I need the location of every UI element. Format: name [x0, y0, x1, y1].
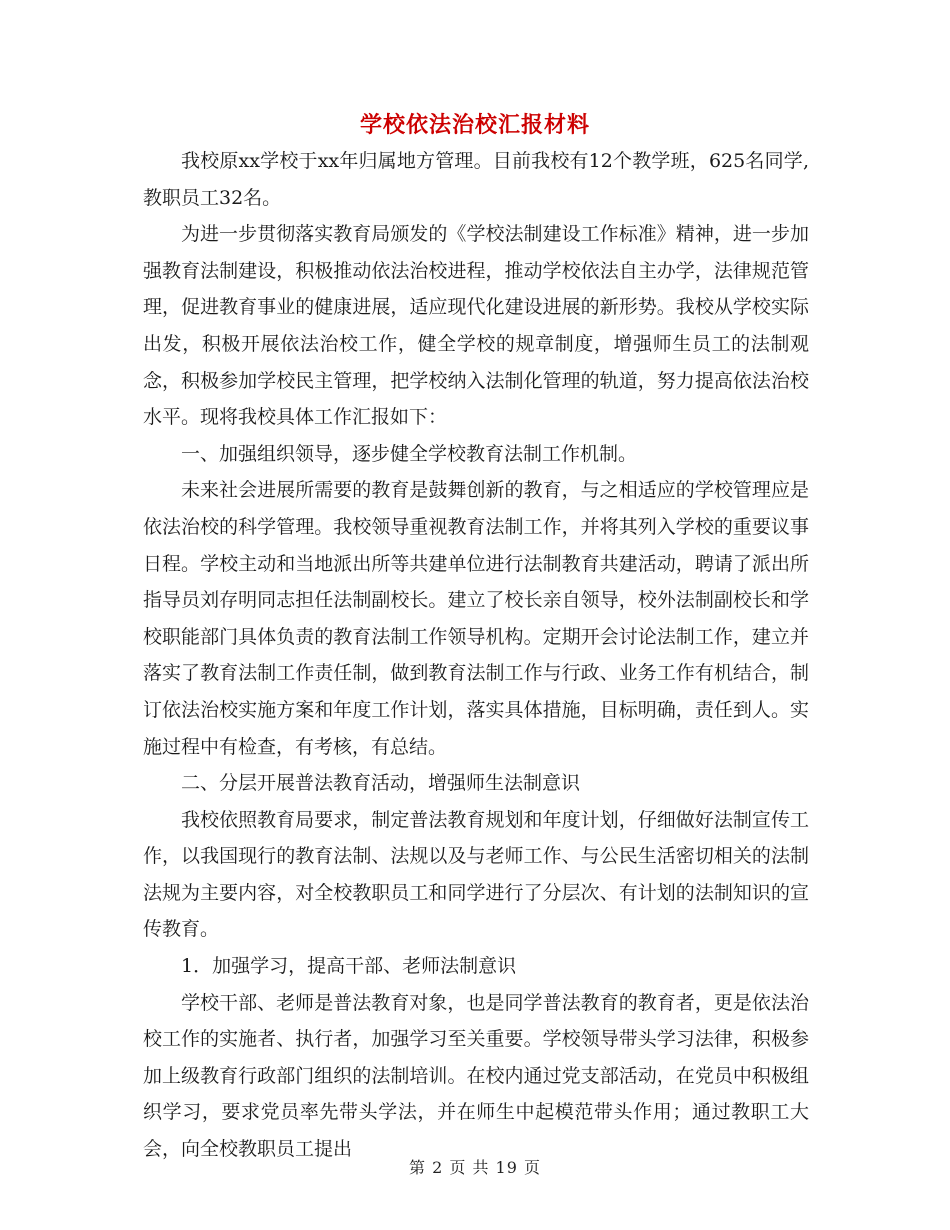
paragraph-purpose: 为进一步贯彻落实教育局颁发的《学校法制建设工作标准》精神，进一步加强教育法制建设，积极推动依法治校进程，推动学校依法自主办学，法律规范管理，促进教育事业的健康进展，适应现代化建设进展的新形势。我校从学校实际出发，积极开展依法治校工作，健全学校的规章制度，增强师生员工的法制观念，积极参加学校民主管理，把学校纳入法制化管理的轨道，努力提高依法治校水平。现将我校具体工作汇报如下：	[143, 223, 809, 429]
document-title: 学校依法治校汇报材料	[359, 112, 590, 138]
paragraph-section-1: 未来社会进展所需要的教育是鼓舞创新的教育，与之相适应的学校管理应是依法治校的科学管理。我校领导重视教育法制工作，并将其列入学校的重要议事日程。学校主动和当地派出所等共建单位进行法制教育共建活动，聘请了派出所指导员刘存明同志担任法制副校长。建立了校长亲自领导，校外法制副校长和学校职能部门具体负责的教育法制工作领导机构。定期开会讨论法制工作，建立并落实了教育法制工作责任制，做到教育法制工作与行政、业务工作有机结合，制订依法治校实施方案和年度工作计划，落实具体措施，目标明确，责任到人。实施过程中有检查，有考核，有总结。	[143, 479, 809, 758]
subsection-heading-1: 1．加强学习，提高干部、老师法制意识	[181, 955, 517, 978]
paragraph-intro: 我校原xx学校于xx年归属地方管理。目前我校有12个教学班，625名同学,教职员工32名。	[143, 150, 809, 209]
section-heading-2: 二、分层开展普法教育活动，增强师生法制意识	[181, 772, 581, 795]
paragraph-subsection-1: 学校干部、老师是普法教育对象，也是同学普法教育的教育者，更是依法治校工作的实施者、执行者，加强学习至关重要。学校领导带头学习法律，积极参加上级教育行政部门组织的法制培训。在校内通过党支部活动，在党员中积极组织学习，要求党员率先带头学法，并在师生中起模范带头作用；通过教职工大会，向全校教职员工提出	[143, 991, 809, 1161]
section-heading-1: 一、加强组织领导，逐步健全学校教育法制工作机制。	[181, 442, 638, 465]
page-number-footer: 第 2 页 共 19 页	[409, 1158, 541, 1177]
paragraph-section-2: 我校依照教育局要求，制定普法教育规划和年度计划，仔细做好法制宣传工作，以我国现行的教育法制、法规以及与老师工作、与公民生活密切相关的法制法规为主要内容，对全校教职员工和同学进行了分层次、有计划的法制知识的宣传教育。	[143, 808, 809, 941]
document-body	[143, 143, 809, 1168]
